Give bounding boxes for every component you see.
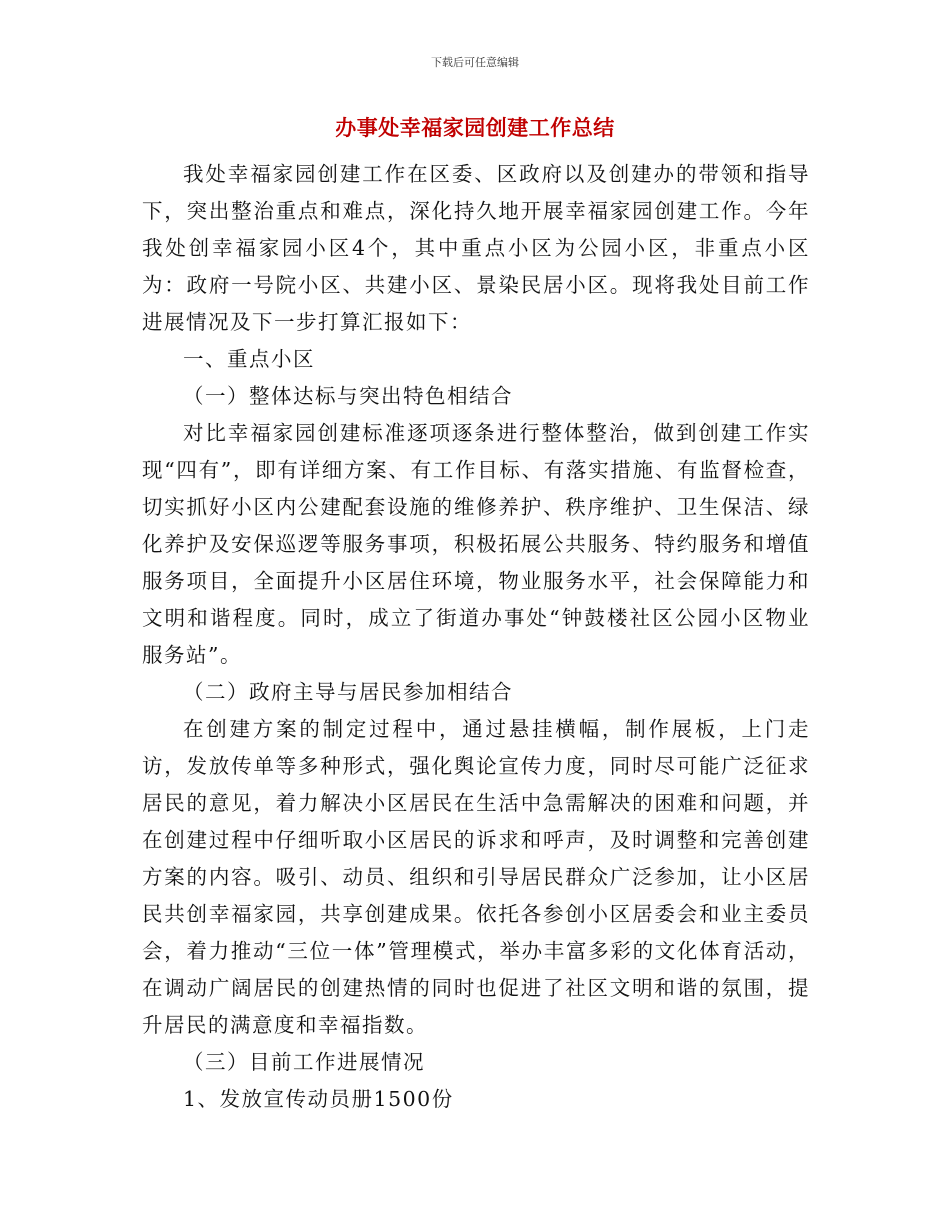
paragraph-subsection-1: 对比幸福家园创建标准逐项逐条进行整体整治，做到创建工作实现“四有”，即有详细方案、有工作目标、有落实措施、有监督检查，切实抓好小区内公建配套设施的维修养护、秩序维护、卫生保洁、绿化养护及安保巡逻等服务事项，积极拓展公共服务、特约服务和增值服务项目，全面提升小区居住环境，物业服务水平，社会保障能力和文明和谐程度。同时，成立了街道办事处“钟鼓楼社区公园小区物业服务站”。 bbox=[142, 421, 810, 667]
subsection-heading-1: （一）整体达标与突出特色相结合 bbox=[183, 384, 513, 408]
document-title: 办事处幸福家园创建工作总结 bbox=[335, 115, 615, 140]
paragraph-subsection-2: 在创建方案的制定过程中，通过悬挂横幅，制作展板，上门走访，发放传单等多种形式，强化舆论宣传力度，同时尽可能广泛征求居民的意见，着力解决小区居民在生活中急需解决的困难和问题，并在创建过程中仔细听取小区居民的诉求和呼声，及时调整和完善创建方案的内容。吸引、动员、组织和引导居民群众广泛参加，让小区居民共创幸福家园，共享创建成果。依托各参创小区居委会和业主委员会，着力推动“三位一体”管理模式，举办丰富多彩的文化体育活动，在调动广阔居民的创建热情的同时也促进了社区文明和谐的氛围，提升居民的满意度和幸福指数。 bbox=[142, 717, 810, 1037]
paragraph-intro: 我处幸福家园创建工作在区委、区政府以及创建办的带领和指导下，突出整治重点和难点，深化持久地开展幸福家园创建工作。今年我处创幸福家园小区4个，其中重点小区为公园小区，非重点小区为：政府一号院小区、共建小区、景染民居小区。现将我处目前工作进展情况及下一步打算汇报如下： bbox=[142, 162, 810, 334]
section-heading-key-communities: 一、重点小区 bbox=[183, 347, 315, 371]
list-item-1: 1、发放宣传动员册1500份 bbox=[183, 1087, 454, 1111]
document-body bbox=[142, 156, 810, 1118]
subsection-heading-2: （二）政府主导与居民参加相结合 bbox=[183, 680, 513, 704]
subsection-heading-3: （三）目前工作进展情况 bbox=[183, 1050, 425, 1074]
header-note: 下载后可任意编辑 bbox=[431, 56, 519, 69]
